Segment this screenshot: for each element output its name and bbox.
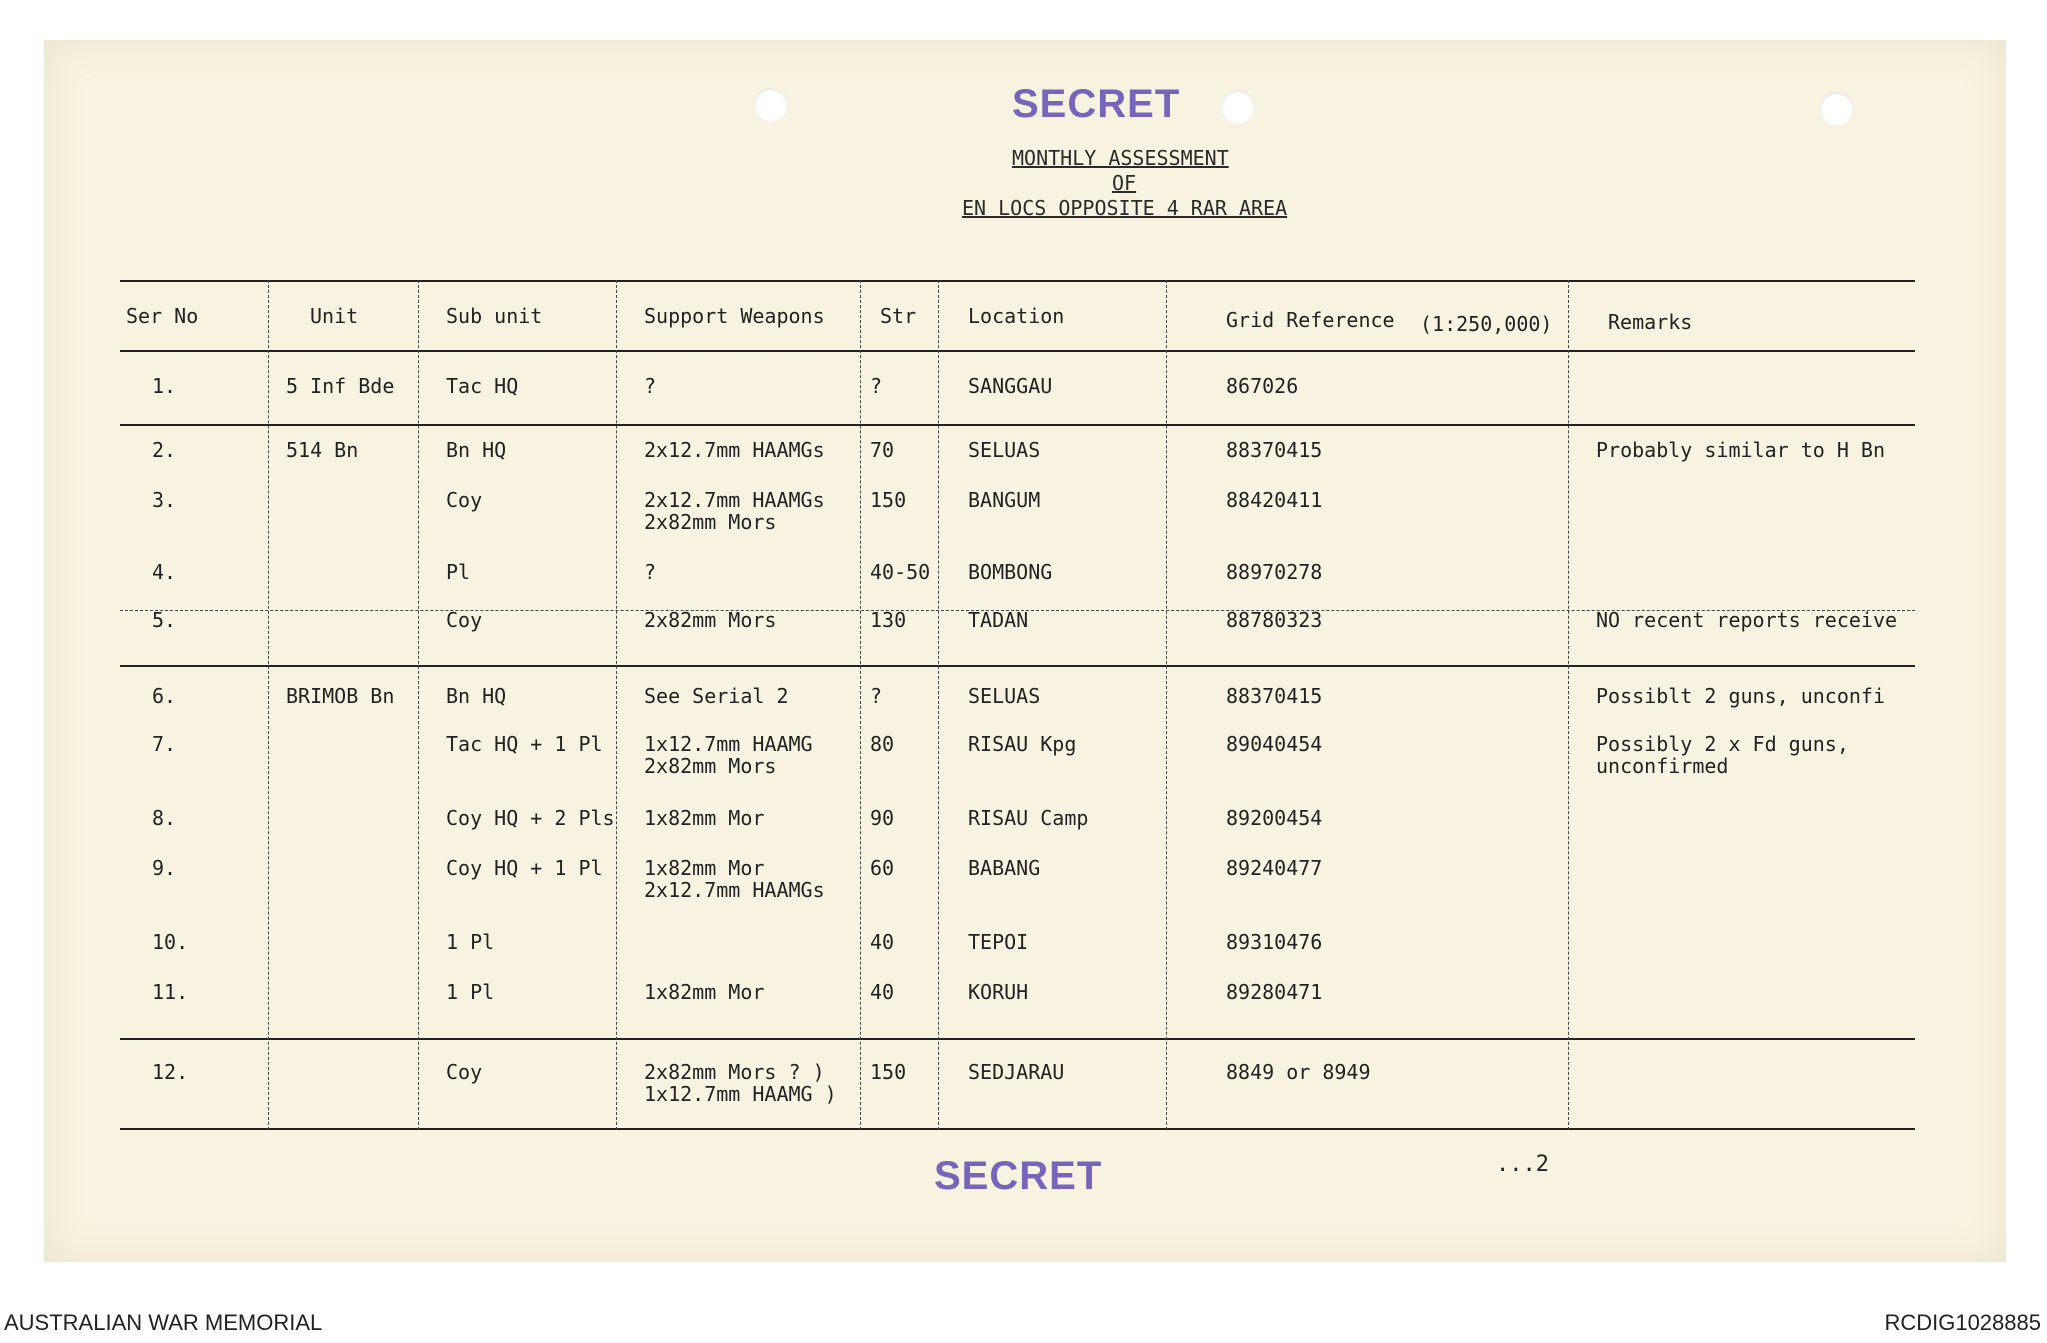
location-cell: BANGUM — [968, 488, 1041, 512]
header-remarks: Remarks — [1608, 310, 1693, 334]
header-str: Str — [880, 304, 917, 328]
remarks-cell: Possiblt 2 guns, unconfi — [1596, 684, 1885, 708]
ser-no-cell: 4. — [152, 560, 177, 584]
ser-no-cell: 10. — [152, 930, 189, 954]
support-weapons-cell: 2x82mm Mors — [644, 608, 777, 632]
support-weapons-cell: ? — [644, 374, 657, 398]
location-cell: BABANG — [968, 856, 1041, 880]
location-cell: RISAU Kpg — [968, 732, 1077, 756]
location-cell: SELUAS — [968, 684, 1041, 708]
sub-unit-cell: Coy HQ + 1 Pl — [446, 856, 603, 880]
location-cell: SEDJARAU — [968, 1060, 1065, 1084]
punch-hole — [754, 88, 788, 122]
support-weapons-cell: ? — [644, 560, 657, 584]
location-cell: TEPOI — [968, 930, 1029, 954]
support-weapons-cell: See Serial 2 — [644, 684, 789, 708]
ser-no-cell: 3. — [152, 488, 177, 512]
support-weapons-cell-line-2: 1x12.7mm HAAMG ) — [644, 1082, 837, 1106]
support-weapons-cell: 1x82mm Mor — [644, 806, 765, 830]
header-rule — [120, 350, 1915, 352]
ser-no-cell: 12. — [152, 1060, 189, 1084]
footer-id: RCDIG1028885 — [1884, 1310, 2041, 1335]
header-ser-no: Ser No — [126, 304, 199, 328]
page-continuation: ...2 — [1496, 1152, 1549, 1177]
ser-no-cell: 1. — [152, 374, 177, 398]
strength-cell: ? — [870, 374, 883, 398]
support-weapons-cell: 2x12.7mm HAAMGs — [644, 438, 825, 462]
column-divider — [860, 280, 861, 1130]
grid-reference-cell: 89280471 — [1226, 980, 1323, 1004]
table-bottom-rule — [120, 1128, 1915, 1130]
group-rule — [120, 424, 1915, 426]
grid-reference-cell: 88780323 — [1226, 608, 1323, 632]
strength-cell: 70 — [870, 438, 895, 462]
header-location: Location — [968, 304, 1065, 328]
sub-unit-cell: Coy — [446, 488, 483, 512]
table-top-rule — [120, 280, 1915, 282]
strength-cell: 150 — [870, 1060, 907, 1084]
group-rule — [120, 1038, 1915, 1040]
remarks-cell: Possibly 2 x Fd guns, — [1596, 732, 1849, 756]
header-unit: Unit — [310, 304, 359, 328]
location-cell: RISAU Camp — [968, 806, 1089, 830]
punch-hole — [1221, 90, 1255, 124]
grid-reference-cell: 89240477 — [1226, 856, 1323, 880]
grid-reference-cell: 89040454 — [1226, 732, 1323, 756]
support-weapons-cell: 1x82mm Mor — [644, 980, 765, 1004]
support-weapons-cell: 2x82mm Mors ? ) — [644, 1060, 825, 1084]
header-support-weapons: Support Weapons — [644, 304, 825, 328]
ser-no-cell: 8. — [152, 806, 177, 830]
column-divider — [616, 280, 617, 1130]
sub-unit-cell: Pl — [446, 560, 471, 584]
header-sub-unit: Sub unit — [446, 304, 543, 328]
group-rule — [120, 665, 1915, 667]
sub-unit-cell: Tac HQ + 1 Pl — [446, 732, 603, 756]
title-line-2: OF — [1112, 171, 1137, 195]
unit-cell: 5 Inf Bde — [286, 374, 395, 398]
grid-reference-cell: 8849 or 8949 — [1226, 1060, 1371, 1084]
strength-cell: 90 — [870, 806, 895, 830]
punch-hole — [1820, 92, 1854, 126]
grid-reference-cell: 89200454 — [1226, 806, 1323, 830]
remarks-cell-line-2: unconfirmed — [1596, 754, 1729, 778]
strength-cell: ? — [870, 684, 883, 708]
support-weapons-cell: 1x82mm Mor — [644, 856, 765, 880]
ser-no-cell: 11. — [152, 980, 189, 1004]
grid-reference-cell: 867026 — [1226, 374, 1299, 398]
support-weapons-cell: 1x12.7mm HAAMG — [644, 732, 813, 756]
sub-unit-cell: Coy — [446, 608, 483, 632]
location-cell: KORUH — [968, 980, 1029, 1004]
support-weapons-cell-line-2: 2x82mm Mors — [644, 510, 777, 534]
grid-reference-cell: 88370415 — [1226, 684, 1323, 708]
header-grid-reference: Grid Reference — [1226, 308, 1395, 332]
column-divider — [1166, 280, 1167, 1130]
strength-cell: 150 — [870, 488, 907, 512]
title-line-3: EN LOCS OPPOSITE 4 RAR AREA — [962, 196, 1288, 220]
ser-no-cell: 5. — [152, 608, 177, 632]
unit-cell: BRIMOB Bn — [286, 684, 395, 708]
ser-no-cell: 9. — [152, 856, 177, 880]
sub-unit-cell: 1 Pl — [446, 980, 495, 1004]
strength-cell: 40-50 — [870, 560, 931, 584]
support-weapons-cell-line-2: 2x12.7mm HAAMGs — [644, 878, 825, 902]
sub-unit-cell: Bn HQ — [446, 684, 507, 708]
strength-cell: 80 — [870, 732, 895, 756]
location-cell: SELUAS — [968, 438, 1041, 462]
header-grid-scale: (1:250,000) — [1420, 312, 1553, 336]
sub-unit-cell: Tac HQ — [446, 374, 519, 398]
remarks-cell: Probably similar to H Bn — [1596, 438, 1885, 462]
location-cell: SANGGAU — [968, 374, 1053, 398]
secret-stamp-top: SECRET — [1012, 82, 1181, 126]
sub-unit-cell: Coy HQ + 2 Pls — [446, 806, 615, 830]
grid-reference-cell: 88370415 — [1226, 438, 1323, 462]
footer-credit: AUSTRALIAN WAR MEMORIAL — [4, 1310, 323, 1335]
location-cell: TADAN — [968, 608, 1029, 632]
column-divider — [938, 280, 939, 1130]
remarks-cell: NO recent reports receive — [1596, 608, 1898, 632]
strength-cell: 40 — [870, 930, 895, 954]
sub-unit-cell: 1 Pl — [446, 930, 495, 954]
column-divider — [268, 280, 269, 1130]
ser-no-cell: 7. — [152, 732, 177, 756]
ser-no-cell: 2. — [152, 438, 177, 462]
strength-cell: 60 — [870, 856, 895, 880]
sub-unit-cell: Bn HQ — [446, 438, 507, 462]
strength-cell: 40 — [870, 980, 895, 1004]
strength-cell: 130 — [870, 608, 907, 632]
assessment-table — [120, 280, 1915, 1130]
title-line-1: MONTHLY ASSESSMENT — [1012, 146, 1229, 170]
ser-no-cell: 6. — [152, 684, 177, 708]
column-divider — [418, 280, 419, 1130]
support-weapons-cell-line-2: 2x82mm Mors — [644, 754, 777, 778]
secret-stamp-bottom: SECRET — [934, 1154, 1103, 1198]
unit-cell: 514 Bn — [286, 438, 359, 462]
location-cell: BOMBONG — [968, 560, 1053, 584]
sub-unit-cell: Coy — [446, 1060, 483, 1084]
grid-reference-cell: 88970278 — [1226, 560, 1323, 584]
support-weapons-cell: 2x12.7mm HAAMGs — [644, 488, 825, 512]
grid-reference-cell: 88420411 — [1226, 488, 1323, 512]
column-divider — [1568, 280, 1569, 1130]
grid-reference-cell: 89310476 — [1226, 930, 1323, 954]
